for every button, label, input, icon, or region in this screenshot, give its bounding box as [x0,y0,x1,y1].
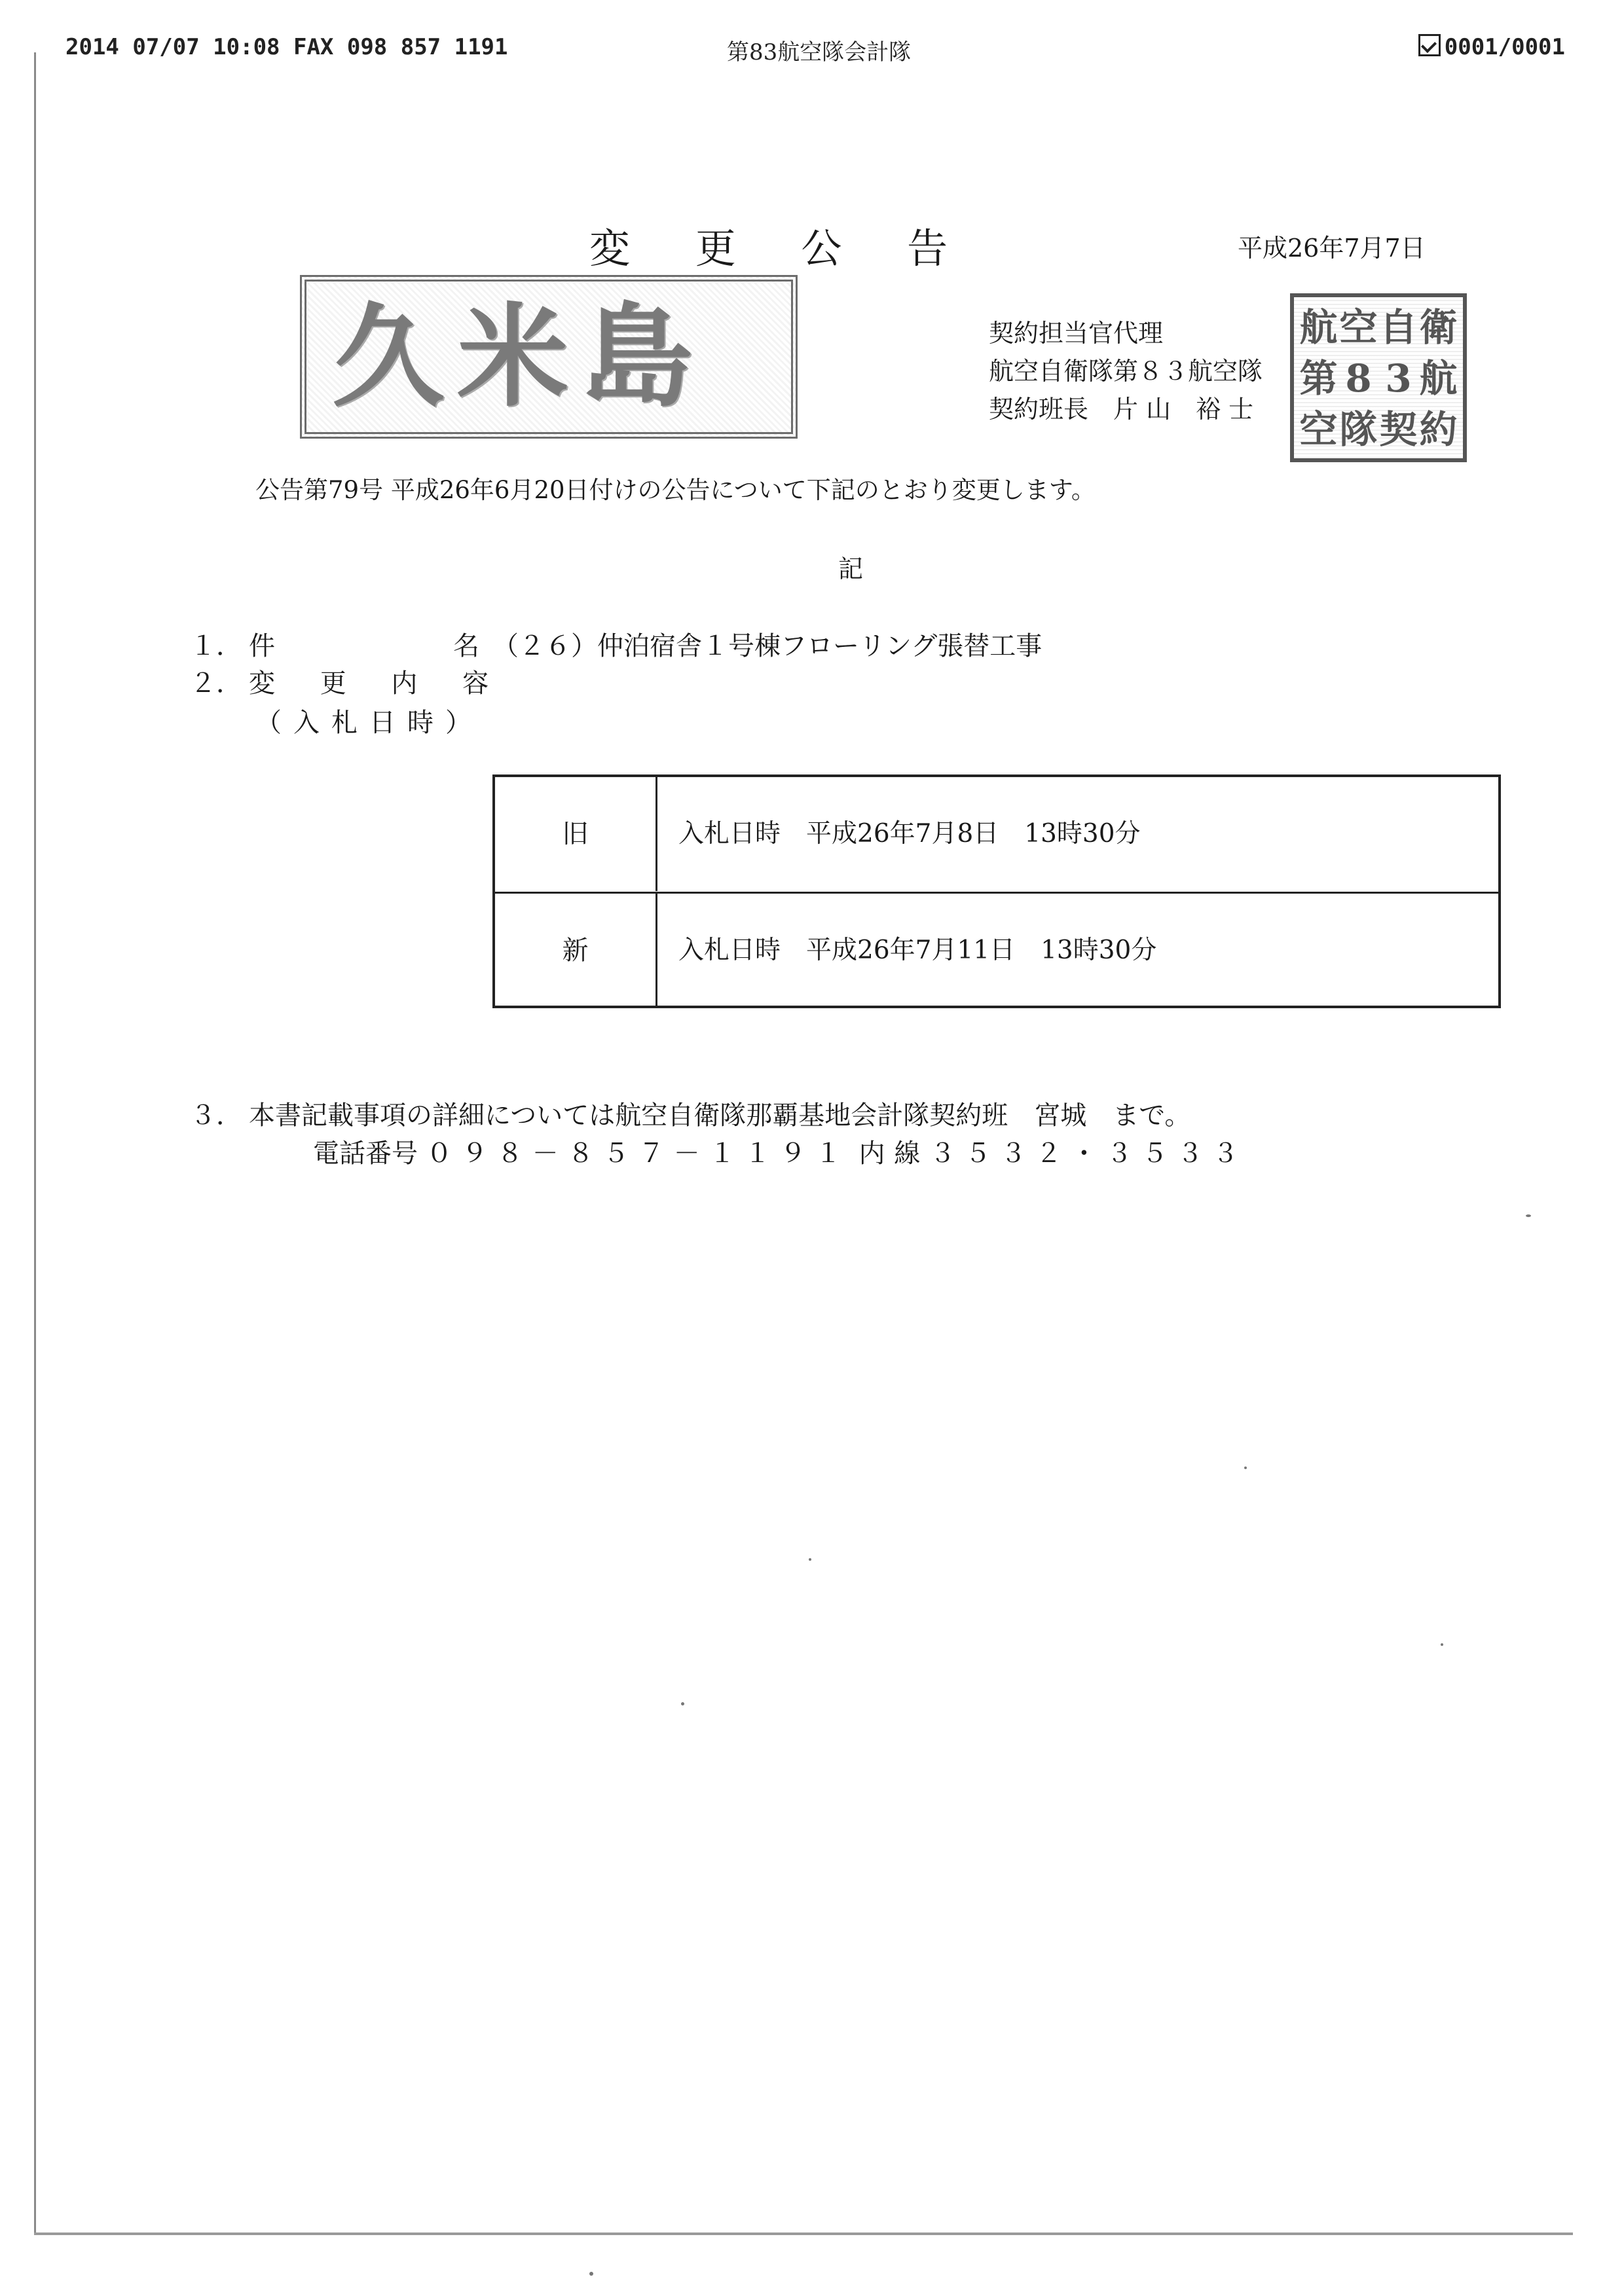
seal-char: 空 [1299,407,1338,452]
location-stamp [300,275,798,439]
seal-char: 隊 [1339,407,1378,452]
phone-label: 電話番号 [313,1139,418,1169]
seal-char: 契 [1379,407,1418,452]
issuer-line-2: 航空自衛隊第８３航空隊 [989,357,1263,386]
seal-char: 航 [1419,356,1458,401]
table-row-old [495,777,1498,891]
fax-header-transmission: 2014 07/07 10:08 FAX 098 857 1191 [65,34,508,60]
scan-speck [589,2272,593,2276]
item-3-contact [190,1095,1190,1132]
issuer-line-1: 契約担当官代理 [989,319,1164,348]
item-number: ３． [190,1101,242,1131]
scan-speck [681,1702,684,1705]
issuer-block [989,314,1263,428]
item-label: 件 [249,631,275,661]
scan-speck [1526,1214,1531,1217]
new-label: 新 [495,894,657,1008]
table-row-new [495,892,1498,1008]
scan-speck [809,1558,811,1561]
item-2-change [190,663,507,700]
old-label: 旧 [495,777,657,891]
phone-number: ０９８－８５７－１１９１ [426,1139,851,1169]
item-number: ２． [190,668,242,699]
seal-char: 空 [1339,305,1378,350]
item-label: 名 [453,631,479,661]
fax-header-sender: 第83航空隊会計隊 [727,39,912,65]
issuer-line-3: 契約班長 片 山 裕 士 [989,395,1254,424]
seal-char: 8 [1345,356,1372,401]
seal-char: 衛 [1419,305,1458,350]
intro-statement: 公告第79号 平成26年6月20日付けの公告について下記のとおり変更します。 [255,476,1096,504]
page-title: 変 更 公 告 [589,225,974,272]
old-value: 入札日時 平成26年7月8日 13時30分 [678,819,1141,848]
seal-char: 航 [1299,305,1338,350]
item-1-subject [190,625,1042,663]
notice-date: 平成26年7月7日 [1238,234,1426,263]
fax-header [65,34,1565,73]
fax-header-page-count [1418,34,1565,60]
checkbox-icon [1418,34,1441,56]
phone-extension: 内線３５３２・３５３３ [858,1139,1248,1169]
item-1-value: （２６）仲泊宿舎１号棟フローリング張替工事 [492,631,1043,661]
item-number: １． [190,631,242,661]
seal-char: 第 [1299,356,1338,401]
seal-char: 自 [1379,305,1418,350]
seal-char: 約 [1419,407,1458,452]
page-edge-bottom [34,2232,1573,2235]
location-stamp-text: 久米島 [333,291,707,422]
page-edge-left [34,52,36,2232]
ki-heading: 記 [838,555,864,583]
scan-speck [1244,1467,1247,1469]
official-seal [1290,293,1467,462]
item-2-sublabel: （入札日時） [255,708,483,738]
item-3-text: 本書記載事項の詳細については航空自衛隊那覇基地会計隊契約班 宮城 まで。 [249,1101,1191,1131]
fax-header-page-count-text: 0001/0001 [1444,34,1565,60]
seal-char: 3 [1385,356,1412,401]
item-label: 変 更 内 容 [249,668,507,699]
change-table [492,774,1501,1008]
scan-speck [1441,1643,1443,1646]
new-value: 入札日時 平成26年7月11日 13時30分 [678,936,1157,965]
phone-line [313,1133,1247,1170]
